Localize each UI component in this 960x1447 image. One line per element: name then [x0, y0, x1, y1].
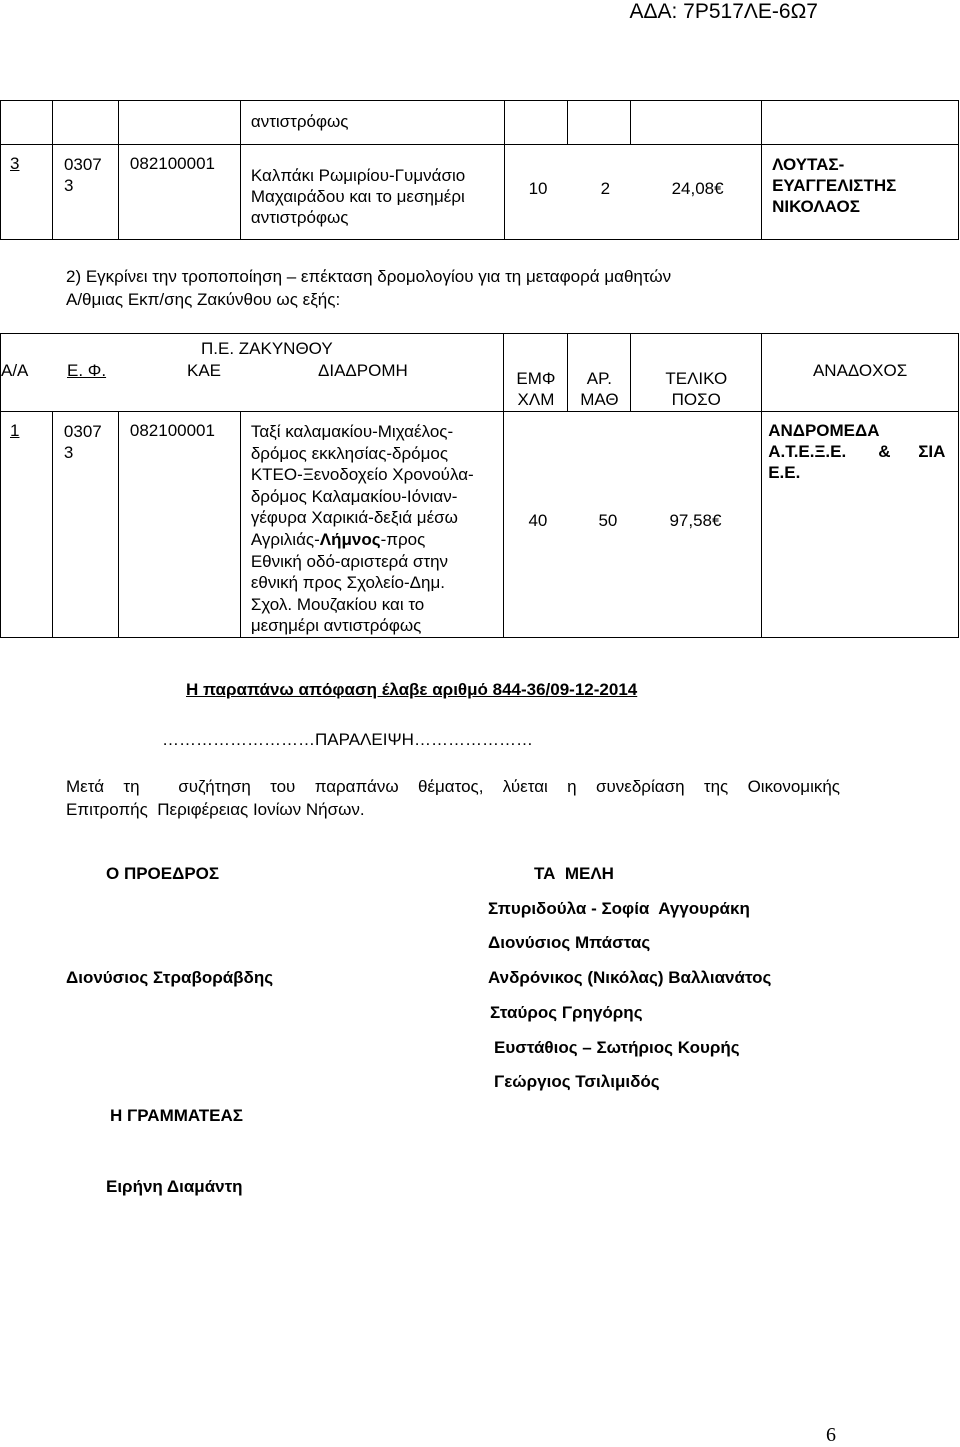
row-kae: 082100001 [129, 154, 215, 173]
row-ef: 0307 [63, 422, 102, 441]
route-line [251, 529, 504, 551]
president-name: Διονύσιος Στραβοράβδης [66, 968, 274, 987]
ar-math: 50 [598, 511, 618, 530]
contractor-line: ΛΟΥΤΑΣ- [772, 155, 845, 174]
table-row [1, 412, 959, 638]
ada-header: ΑΔΑ: 7Ρ517ΛΕ-6Ω7 [629, 0, 818, 23]
closing-line: Μετά τη συζήτηση του παραπάνω θέματος, λύεται η συνεδρίαση της Οικονομικής [66, 777, 840, 796]
header-route: ΔΙΑΔΡΟΜΗ [318, 361, 408, 380]
row-aa: 3 [10, 154, 20, 173]
member-name: Γεώργιος Τσιλιμιδός [494, 1072, 660, 1091]
route-line: Ταξί καλαμακίου-Μιχαέλος- [250, 422, 454, 441]
member-name: Διονύσιος Μπάστας [488, 933, 651, 952]
euro-icon: € [714, 179, 724, 198]
row-ef-cont: 3 [63, 176, 74, 195]
row-kae: 082100001 [129, 421, 215, 440]
header-emf-unit: ΧΛΜ [517, 390, 555, 409]
header-kae: ΚΑΕ [187, 361, 222, 380]
route-line: Μαχαιράδου και το μεσημέρι [250, 187, 465, 206]
final-amount: 24,08 [671, 179, 715, 198]
route-description [241, 412, 504, 637]
table-row [1, 145, 959, 240]
closing-line: Επιτροπής Περιφέρειας Ιονίων Νήσων. [66, 800, 365, 819]
members-title: ΤΑ ΜΕΛΗ [534, 864, 614, 883]
header-emf: ΕΜΦ [516, 369, 556, 388]
member-name: Ευστάθιος – Σωτήριος Κουρής [494, 1038, 740, 1057]
header-final-cont: ΠΟΣΟ [671, 390, 721, 409]
route-line: δρόμος εκκλησίας-δρόμος [250, 443, 449, 463]
president-title: Ο ΠΡΟΕΔΡΟΣ [106, 864, 220, 883]
table-row [1, 101, 959, 145]
header-ef: Ε. Φ. [67, 361, 107, 380]
route-text: Αγριλιάς- [250, 529, 320, 549]
omission-label: ΠΑΡΑΛΕΙΨΗ [315, 730, 414, 749]
member-name: Ανδρόνικος (Νικόλας) Βαλλιανάτος [488, 968, 772, 987]
route-line: γέφυρα Χαρικιά-δεξιά μέσω [250, 508, 458, 528]
routes-table [0, 333, 959, 638]
route-tail: αντιστρόφως [250, 112, 349, 131]
euro-icon: € [712, 511, 722, 530]
contractor-line: ΕΥΑΓΓΕΛΙΣΤΗΣ [772, 176, 897, 195]
contractor-line: ΑΝΔΡΟΜΕΔΑ [768, 421, 880, 440]
omission-line [162, 730, 533, 750]
contractor-line: & [878, 442, 891, 461]
route-line: αντιστρόφως [250, 208, 349, 227]
table-header-row [1, 334, 959, 412]
approval-line: Α/θμιας Εκπ/σης Ζακύνθου ως εξής: [66, 290, 341, 309]
route-text: -προς [380, 529, 426, 549]
row-aa: 1 [10, 421, 20, 440]
header-contractor: ΑΝΑΔΟΧΟΣ [812, 361, 908, 380]
row-ef-cont: 3 [63, 443, 74, 462]
contractor-line: ΝΙΚΟΛΑΟΣ [772, 197, 860, 216]
emf-km: 40 [528, 511, 548, 530]
approval-line: 2) Εγκρίνει την τροποποίηση – επέκταση δρομολογίου για τη μεταφορά μαθητών [66, 267, 672, 286]
omission-dots: ……………………… [162, 730, 315, 749]
header-final: ΤΕΛΙΚΟ [665, 369, 728, 388]
header-aa: Α/Α [1, 361, 29, 380]
route-text-bold: Λήμνος [319, 529, 381, 549]
page-number: 6 [826, 1424, 836, 1446]
route-line: Εθνική οδό-αριστερά στην [250, 551, 449, 571]
route-line: ΚΤΕΟ-Ξενοδοχείο Χρονούλα- [250, 465, 474, 485]
member-name: Σταύρος Γρηγόρης [490, 1003, 643, 1022]
route-line: δρόμος Καλαμακίου-Ιόνιαν- [250, 486, 458, 506]
route-line: εθνική προς Σχολείο-Δημ. [250, 573, 445, 593]
approval-paragraph [66, 265, 671, 311]
row-ef: 0307 [63, 155, 102, 174]
secretary-title: Η ΓΡΑΜΜΑΤΕΑΣ [110, 1106, 243, 1125]
omission-dots: ………………… [413, 730, 533, 749]
section-title: Π.Ε. ΖΑΚΥΝΘΟΥ [201, 339, 333, 358]
ar-math: 2 [600, 179, 611, 198]
secretary-name: Ειρήνη Διαμάντη [106, 1177, 243, 1196]
contractor-line: Ε.Ε. [768, 463, 801, 482]
decision-number: Η παραπάνω απόφαση έλαβε αριθμό 844-36/09-12-2014 [186, 680, 638, 699]
closing-paragraph [66, 775, 840, 821]
member-name: Σπυριδούλα - Σοφία Αγγουράκη [488, 899, 750, 918]
final-amount: 97,58 [669, 511, 713, 530]
contractor-line: Α.Τ.Ε.Ξ.Ε. [768, 442, 847, 461]
route-line: μεσημέρι αντιστρόφως [250, 616, 422, 636]
header-students: ΑΡ. [586, 369, 612, 388]
header-students-cont: ΜΑΘ [580, 390, 619, 409]
route-line: Σχολ. Μουζακίου και το [250, 594, 425, 614]
contractor-line: ΣΙΑ [918, 442, 946, 461]
routes-table-continuation [0, 100, 959, 240]
emf-km: 10 [528, 179, 548, 198]
route-line: Καλπάκι Ρωμιρίου-Γυμνάσιο [250, 166, 466, 185]
